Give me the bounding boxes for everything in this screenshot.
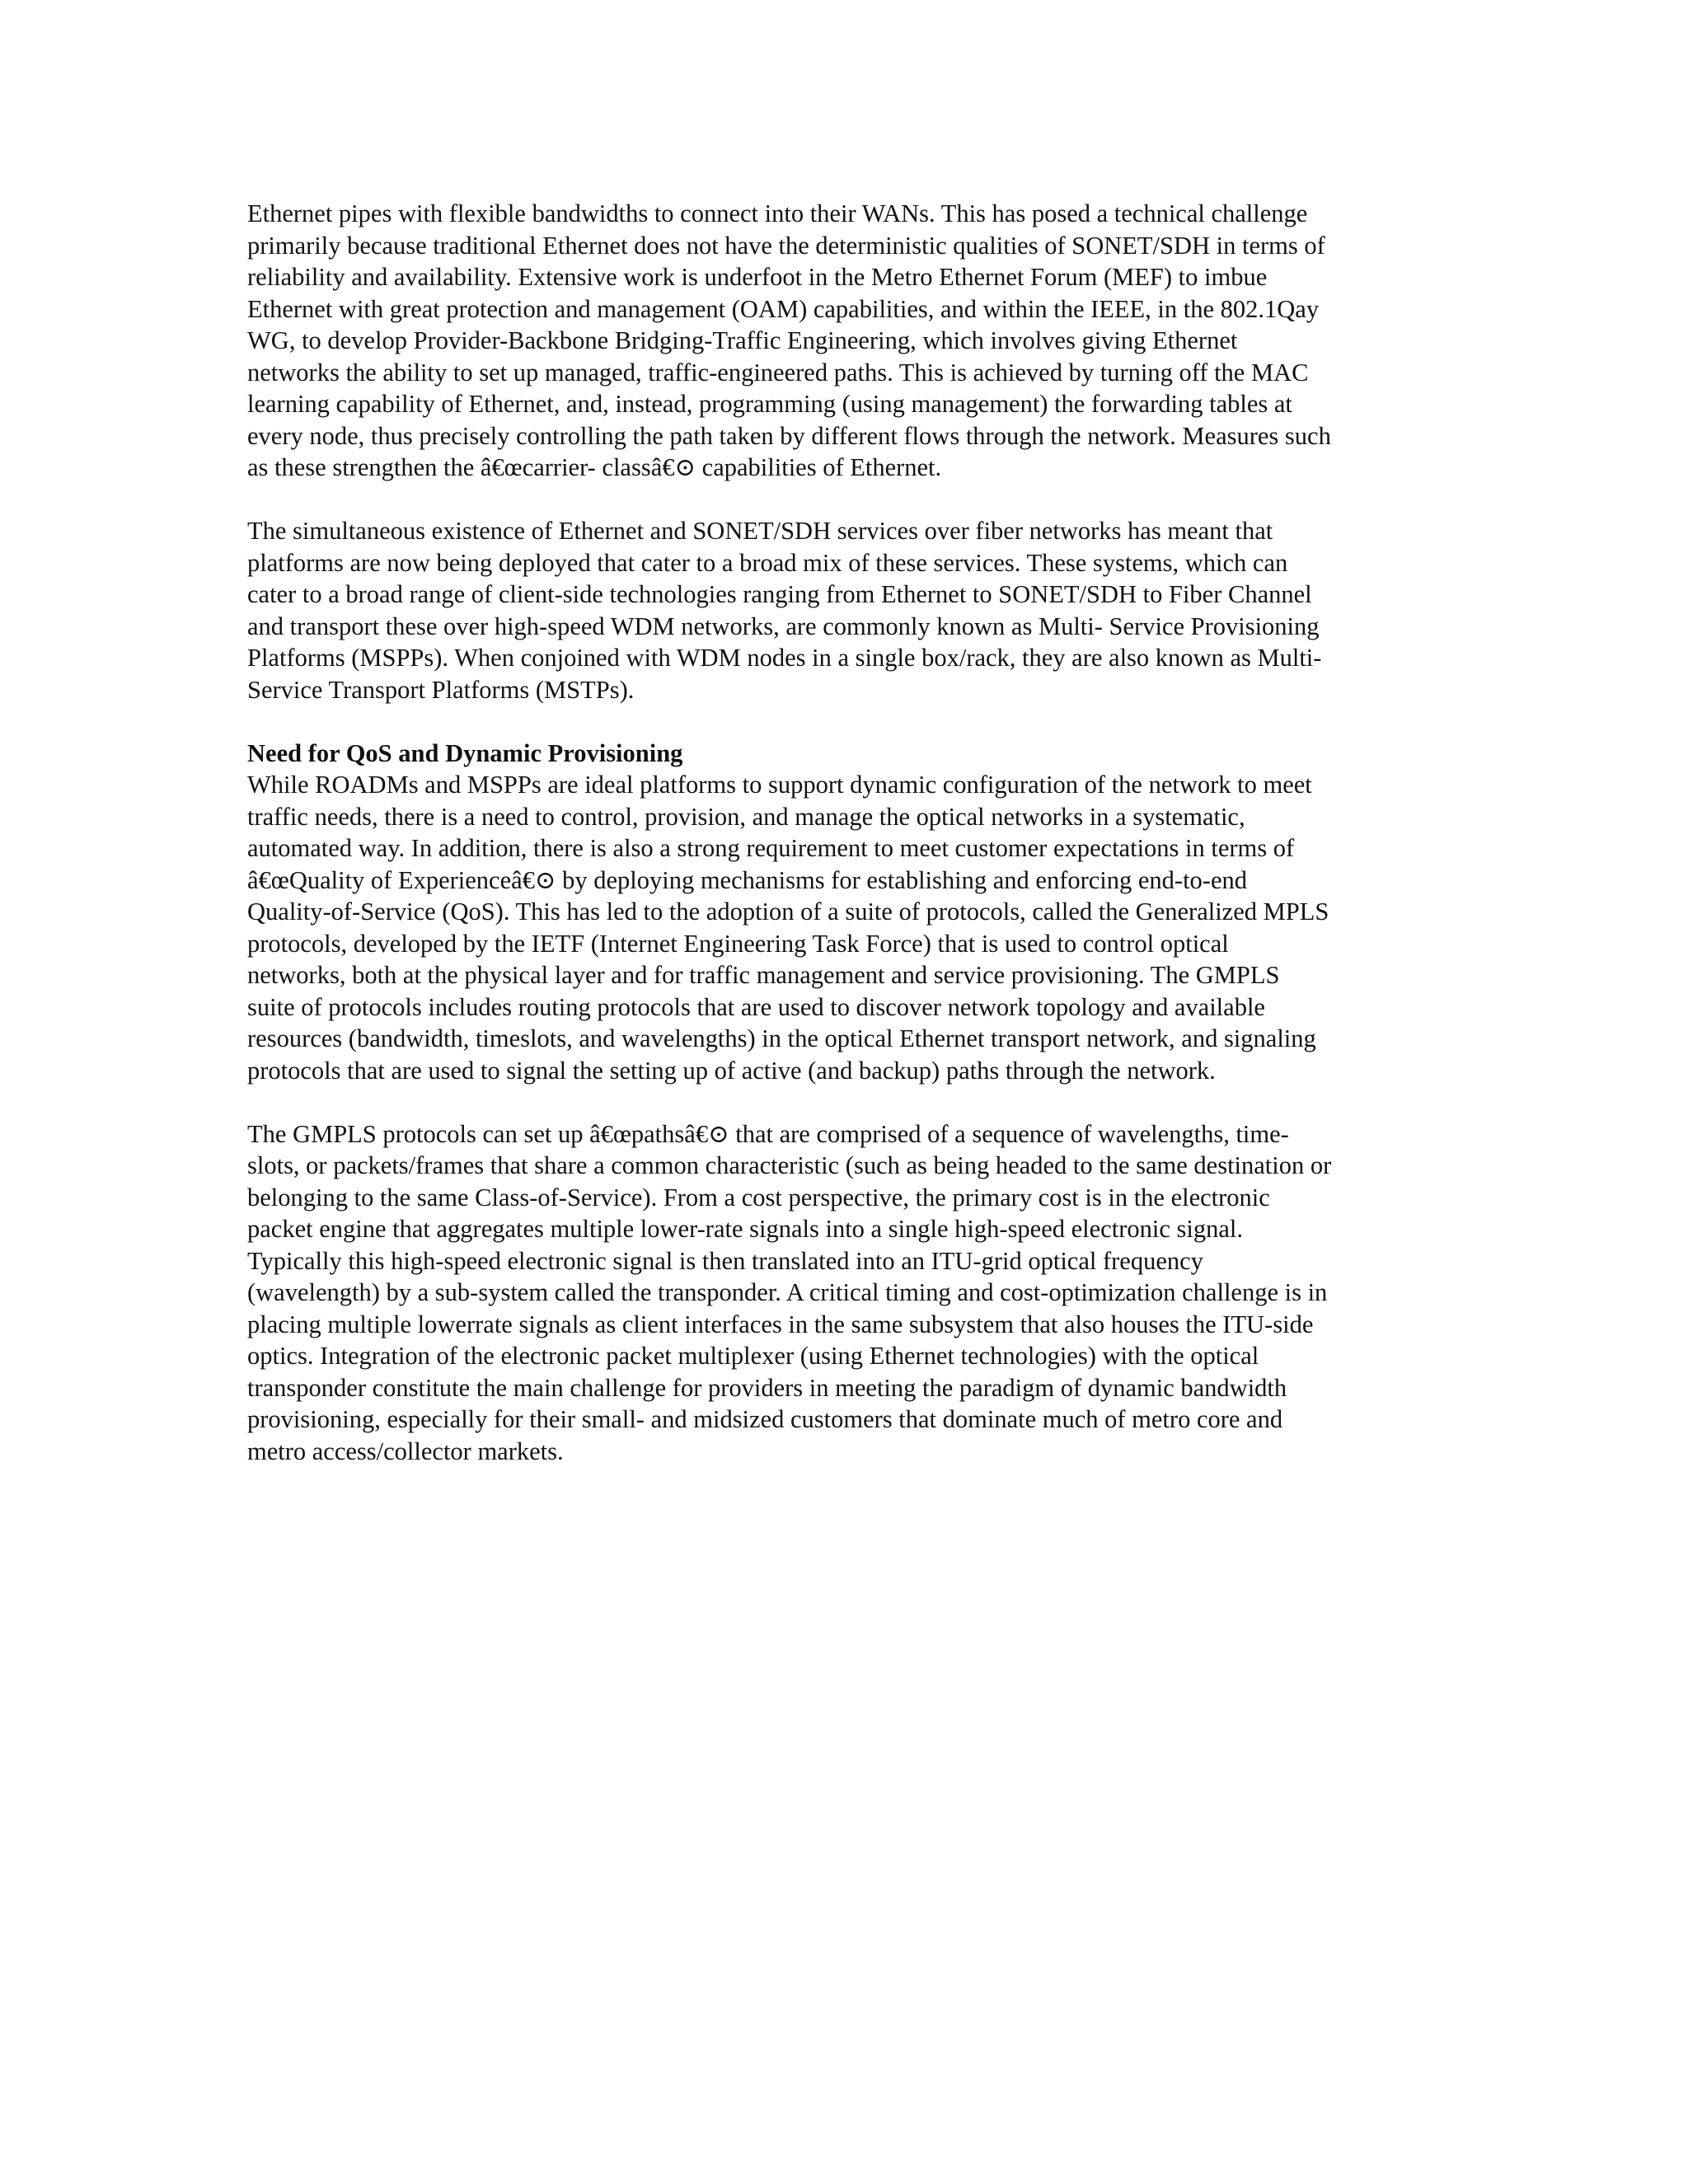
text-line: â€œQuality of Experienceâ€⊙ by deploying mechanisms for establishing and enforcing end-to-end — [247, 865, 1248, 894]
text-line: slots, or packets/frames that share a common characteristic (such as being headed to the same destination or — [247, 1151, 1332, 1179]
paragraph-spacer — [247, 484, 1442, 516]
section-heading: Need for QoS and Dynamic Provisioning — [247, 738, 683, 767]
paragraph-gmpls-paths — [247, 1118, 1442, 1468]
paragraph-mspp — [247, 515, 1442, 705]
paragraph-spacer — [247, 1086, 1442, 1118]
text-line: every node, thus precisely controlling the path taken by different flows through the network. Measures such — [247, 421, 1331, 450]
paragraph-qos-gmpls — [247, 769, 1442, 1086]
paragraph-spacer — [247, 705, 1442, 738]
text-line: The GMPLS protocols can set up â€œpathsâ€⊙ that are comprised of a sequence of wavelengths, time- — [247, 1119, 1289, 1148]
text-line: Ethernet with great protection and management (OAM) capabilities, and within the IEEE, in the 802.1Qay — [247, 294, 1320, 323]
text-line: learning capability of Ethernet, and, instead, programming (using management) the forwarding tables at — [247, 390, 1292, 418]
document-body — [247, 198, 1442, 1467]
text-line: and transport these over high-speed WDM networks, are commonly known as Multi- Service Provisioning — [247, 612, 1320, 640]
text-line: traffic needs, there is a need to control, provision, and manage the optical networks in a systematic, — [247, 802, 1245, 831]
text-line: resources (bandwidth, timeslots, and wavelengths) in the optical Ethernet transport network, and signaling — [247, 1024, 1316, 1052]
text-line: transponder constitute the main challenge for providers in meeting the paradigm of dynamic bandwidth — [247, 1373, 1287, 1402]
text-line: provisioning, especially for their small- and midsized customers that dominate much of metro core and — [247, 1405, 1283, 1433]
text-line: (wavelength) by a sub-system called the transponder. A critical timing and cost-optimization challenge is in — [247, 1278, 1328, 1306]
text-line: networks, both at the physical layer and for traffic management and service provisioning. The GMPLS — [247, 961, 1280, 989]
text-line: Service Transport Platforms (MSTPs). — [247, 675, 635, 704]
text-line: While ROADMs and MSPPs are ideal platforms to support dynamic configuration of the network to meet — [247, 771, 1312, 799]
text-line: as these strengthen the â€œcarrier- classâ€⊙ capabilities of Ethernet. — [247, 453, 942, 481]
text-line: packet engine that aggregates multiple lower-rate signals into a single high-speed electronic signal. — [247, 1215, 1243, 1243]
text-line: metro access/collector markets. — [247, 1436, 564, 1465]
text-line: networks the ability to set up managed, traffic-engineered paths. This is achieved by turning off the MAC — [247, 358, 1309, 387]
text-line: automated way. In addition, there is also a strong requirement to meet customer expectations in terms of — [247, 834, 1295, 862]
text-line: WG, to develop Provider-Backbone Bridging-Traffic Engineering, which involves giving Ethernet — [247, 326, 1238, 354]
text-line: protocols that are used to signal the setting up of active (and backup) paths through the network. — [247, 1056, 1216, 1085]
text-line: Platforms (MSPPs). When conjoined with WDM nodes in a single box/rack, they are also known as Multi- — [247, 644, 1322, 672]
text-line: platforms are now being deployed that cater to a broad mix of these services. These systems, which can — [247, 548, 1288, 577]
text-line: The simultaneous existence of Ethernet and SONET/SDH services over fiber networks has meant that — [247, 517, 1273, 545]
text-line: Ethernet pipes with flexible bandwidths to connect into their WANs. This has posed a technical challenge — [247, 199, 1308, 227]
text-line: Typically this high-speed electronic signal is then translated into an ITU-grid optical frequency — [247, 1246, 1203, 1275]
text-line: protocols, developed by the IETF (Internet Engineering Task Force) that is used to control optical — [247, 929, 1229, 958]
text-line: suite of protocols includes routing protocols that are used to discover network topology and available — [247, 992, 1265, 1021]
text-line: primarily because traditional Ethernet does not have the deterministic qualities of SONET/SDH in terms of — [247, 231, 1325, 260]
text-line: cater to a broad range of client-side technologies ranging from Ethernet to SONET/SDH to Fiber Channel — [247, 580, 1312, 608]
paragraph-ethernet-carrier-class — [247, 198, 1442, 484]
text-line: placing multiple lowerrate signals as client interfaces in the same subsystem that also houses the ITU-side — [247, 1310, 1314, 1338]
text-line: belonging to the same Class-of-Service). From a cost perspective, the primary cost is in the electronic — [247, 1183, 1270, 1212]
text-line: Quality-of-Service (QoS). This has led to the adoption of a suite of protocols, called the Generalized MPLS — [247, 898, 1329, 926]
text-line: optics. Integration of the electronic packet multiplexer (using Ethernet technologies) with the optical — [247, 1342, 1259, 1370]
text-line: reliability and availability. Extensive work is underfoot in the Metro Ethernet Forum (MEF) to imbue — [247, 263, 1268, 291]
